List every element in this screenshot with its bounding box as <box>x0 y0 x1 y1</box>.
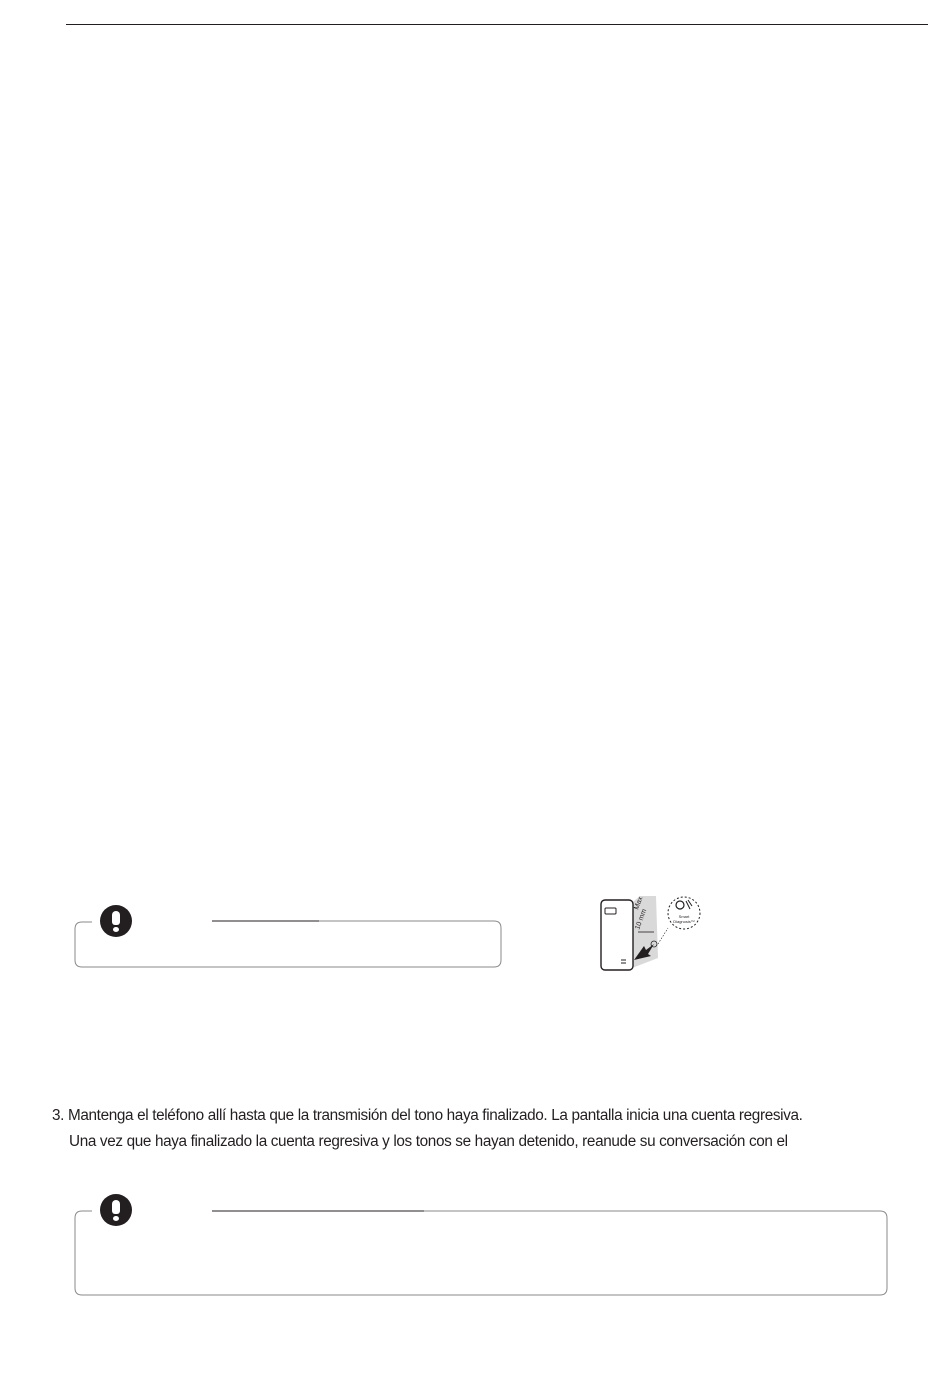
phone-smart-diagnosis-illustration <box>596 888 706 976</box>
step-3-line-2: Una vez que haya finalizado la cuenta regresiva y los tonos se hayan detenido, reanude su conversación con el <box>69 1133 788 1150</box>
badge-label-diagnosis: Diagnosis™ <box>673 919 695 924</box>
note-box-large <box>74 1194 890 1298</box>
note-box-small <box>74 904 504 969</box>
note-frame <box>74 1194 890 1298</box>
header-rule <box>66 24 928 25</box>
distance-label-mm: 10 mm <box>634 908 649 931</box>
step-3-text <box>52 1103 932 1155</box>
distance-label-max: Max <box>633 895 645 911</box>
caution-icon <box>100 1194 132 1226</box>
badge-label-smart: Smart <box>678 914 690 919</box>
caution-icon <box>100 905 132 937</box>
note-frame <box>74 904 504 969</box>
step-3-line-1: 3. Mantenga el teléfono allí hasta que la transmisión del tono haya finalizado. La pantalla inicia una cuenta regresiva. <box>52 1107 803 1124</box>
